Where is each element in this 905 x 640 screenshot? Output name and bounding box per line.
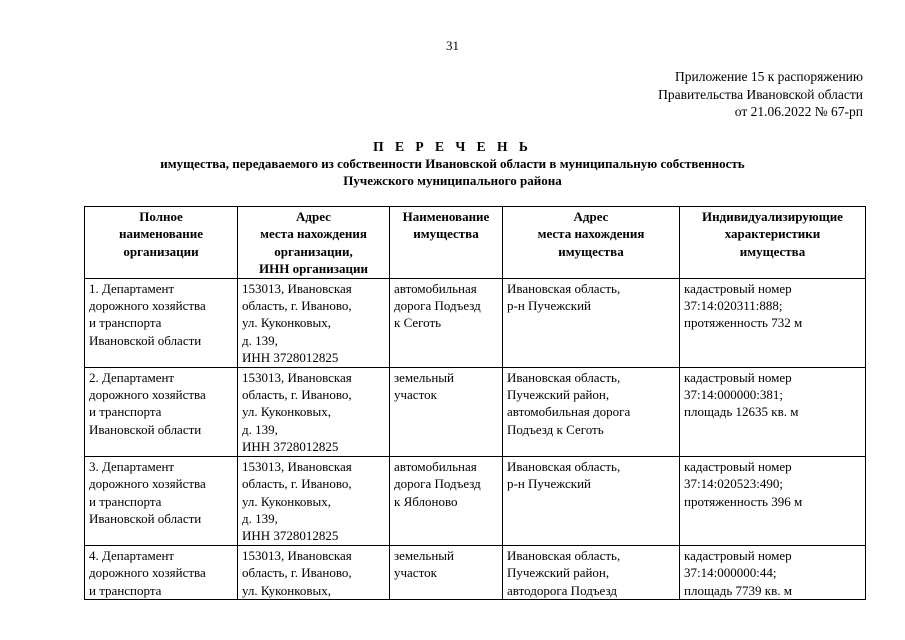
cell-line: участок [394,565,437,581]
cell-line: д. 139, [242,421,278,437]
cell-line: площадь 12635 кв. м [684,404,799,420]
cell-property-name [390,367,503,456]
cell-line: 153013, Ивановская [242,458,352,474]
cell-organization-address [238,545,390,599]
cell-property-name [390,456,503,545]
cell-organization [85,367,238,456]
document-title [0,138,905,189]
property-table [84,206,866,600]
title-line: имущества, передаваемого из собственности Ивановской области в муниципальную собственность [160,156,745,171]
cell-line: дорожного хозяйства [89,565,206,581]
cell-line: область, г. Иваново, [242,476,352,492]
cell-line: к Яблоново [394,493,458,509]
page-number: 31 [446,38,459,53]
cell-line: 3. Департамент [89,458,175,474]
cell-line: р-н Пучежский [507,476,591,492]
table-body [85,278,866,599]
header-line: организации [123,243,199,259]
cell-organization-address [238,367,390,456]
cell-line: область, г. Иваново, [242,298,352,314]
cell-line: область, г. Иваново, [242,565,352,581]
cell-organization-address [238,456,390,545]
cell-property-characteristics [680,367,866,456]
appendix-line: Правительства Ивановской области [658,86,863,102]
header-line: характеристики [724,226,821,242]
cell-line: участок [394,387,437,403]
cell-line: дорога Подъезд [394,476,481,492]
cell-line: и транспорта [89,493,162,509]
table-row [85,545,866,599]
cell-line: дорожного хозяйства [89,476,206,492]
cell-line: р-н Пучежский [507,298,591,314]
cell-line: автомобильная дорога [507,404,631,420]
cell-line: и транспорта [89,315,162,331]
table-row [85,278,866,367]
cell-line: ул. Куконковых, [242,315,332,331]
header-line: места нахождения [537,226,645,242]
cell-property-characteristics [680,278,866,367]
cell-property-characteristics [680,545,866,599]
cell-line: Ивановская область, [507,547,621,563]
cell-line: дорожного хозяйства [89,298,206,314]
cell-line: кадастровый номер [684,547,792,563]
header-line: имущества [739,243,806,259]
header-line: имущества [558,243,624,259]
cell-organization [85,545,238,599]
cell-line: д. 139, [242,510,278,526]
cell-line: ул. Куконковых, [242,582,332,598]
cell-line: протяженность 732 м [684,315,803,331]
header-line: Индивидуализирующие [702,209,843,224]
cell-line: ИНН 3728012825 [242,528,339,544]
header-organization [85,207,238,279]
cell-property-address [503,278,680,367]
cell-line: 2. Департамент [89,369,175,385]
cell-line: 37:14:000000:44; [684,565,777,581]
header-line: имущества [413,226,479,242]
cell-line: ИНН 3728012825 [242,439,339,455]
header-line: Адрес [573,209,609,224]
cell-line: земельный [394,547,454,563]
header-line: Полное [139,209,183,224]
table-row [85,456,866,545]
cell-line: 37:14:020523:490; [684,476,783,492]
appendix-line: от 21.06.2022 № 67-рп [734,104,863,119]
cell-line: Ивановской области [89,421,202,437]
cell-line: земельный [394,369,454,385]
header-line: организации, [274,243,353,259]
cell-property-address [503,367,680,456]
table-header-row [85,207,866,279]
cell-line: ИНН 3728012825 [242,350,339,366]
cell-line: Ивановская область, [507,369,621,385]
cell-line: 153013, Ивановская [242,369,352,385]
appendix-header [658,68,863,121]
cell-line: автодорога Подъезд [507,582,617,598]
appendix-line: Приложение 15 к распоряжению [675,69,863,84]
cell-line: Подъезд к Сеготь [507,421,604,437]
cell-property-characteristics [680,456,866,545]
title-word: П Е Р Е Ч Е Н Ь [373,139,532,154]
cell-organization-address [238,278,390,367]
cell-line: Пучежский район, [507,387,610,403]
cell-line: автомобильная [394,458,477,474]
cell-line: 1. Департамент [89,280,175,296]
header-organization-address [238,207,390,279]
header-property-name [390,207,503,279]
header-property-address [503,207,680,279]
cell-line: Ивановская область, [507,458,621,474]
cell-line: дорога Подъезд [394,298,481,314]
cell-line: д. 139, [242,332,278,348]
header-line: ИНН организации [259,261,368,277]
header-line: места нахождения [260,226,367,242]
cell-line: и транспорта [89,582,162,598]
cell-line: 153013, Ивановская [242,280,352,296]
header-line: наименование [118,226,204,242]
cell-property-name [390,545,503,599]
cell-line: ул. Куконковых, [242,404,332,420]
cell-line: площадь 7739 кв. м [684,582,792,598]
table-row [85,367,866,456]
cell-line: 37:14:000000:381; [684,387,783,403]
header-line: Наименование [402,209,490,224]
cell-organization [85,278,238,367]
cell-line: кадастровый номер [684,280,792,296]
cell-line: ул. Куконковых, [242,493,332,509]
header-property-characteristics [680,207,866,279]
cell-line: Ивановской области [89,510,202,526]
cell-line: протяженность 396 м [684,493,803,509]
table-header [85,207,866,279]
cell-property-address [503,545,680,599]
cell-property-address [503,456,680,545]
cell-line: автомобильная [394,280,477,296]
cell-line: к Сеготь [394,315,442,331]
cell-line: Ивановская область, [507,280,621,296]
cell-organization [85,456,238,545]
cell-property-name [390,278,503,367]
cell-line: 153013, Ивановская [242,547,352,563]
cell-line: дорожного хозяйства [89,387,206,403]
cell-line: кадастровый номер [684,369,792,385]
cell-line: 4. Департамент [89,547,175,563]
cell-line: Ивановской области [89,332,202,348]
cell-line: область, г. Иваново, [242,387,352,403]
header-line: Адрес [296,209,331,224]
cell-line: 37:14:020311:888; [684,298,783,314]
cell-line: и транспорта [89,404,162,420]
title-line: Пучежского муниципального района [343,173,562,188]
cell-line: Пучежский район, [507,565,610,581]
cell-line: кадастровый номер [684,458,792,474]
